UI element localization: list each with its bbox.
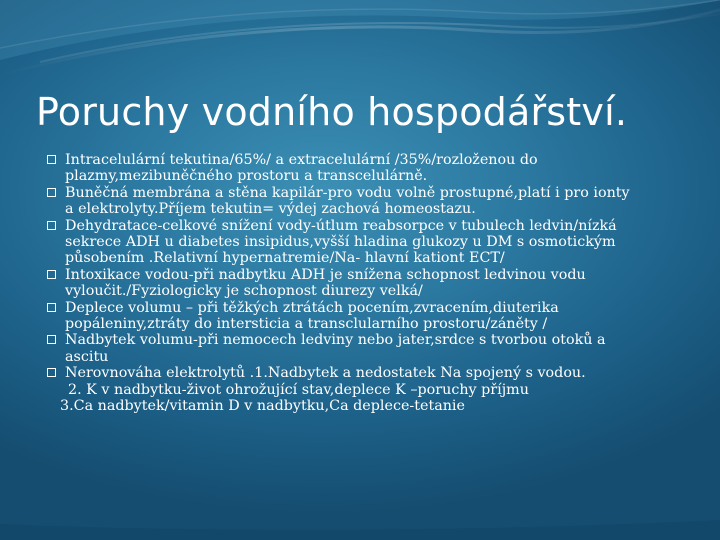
bullet-item (46, 332, 706, 365)
bullet-line: Deplece volumu – při těžkých ztrátách pocením,zvracením,diuterika (65, 299, 559, 316)
bullet-line: popáleniny,ztráty do intersticia a transclularního prostoru/záněty / (65, 316, 548, 333)
slide-title: Poruchy vodního hospodářství. (36, 90, 628, 134)
bullet-line: Intoxikace vodou-při nadbytku ADH je snížena schopnost ledvinou vodu (65, 266, 586, 283)
bullet-item (46, 152, 706, 185)
continuation-line: 3.Ca nadbytek/vitamin D v nadbytku,Ca deplece-tetanie (60, 398, 465, 415)
square-bullet-icon (47, 303, 56, 312)
bullet-line: působením .Relativní hypernatremie/Na- hlavní kationt ECT/ (65, 250, 505, 267)
bullet-line: Nadbytek volumu-při nemocech ledviny nebo jater,srdce s tvorbou otoků a (65, 332, 606, 349)
bullet-line: Buněčná membrána a stěna kapilár-pro vodu volně prostupné,platí i pro ionty (65, 184, 630, 201)
square-bullet-icon (47, 188, 56, 197)
square-bullet-icon (47, 155, 56, 164)
bullet-line: plazmy,mezibuněčného prostoru a transcelulárně. (65, 168, 428, 185)
square-bullet-icon (47, 335, 56, 344)
bullet-item (46, 218, 706, 267)
bullet-item (46, 185, 706, 218)
bullet-list (46, 152, 706, 415)
square-bullet-icon (47, 368, 56, 377)
bullet-line: ascitu (65, 348, 109, 365)
bullet-line: Nerovnováha elektrolytů .1.Nadbytek a nedostatek Na spojený s vodou. (65, 365, 586, 382)
bullet-item (46, 300, 706, 333)
bullet-item (46, 267, 706, 300)
bullet-line: vyloučit./Fyziologicky je schopnost diurezy velká/ (65, 283, 423, 300)
bullet-item (46, 365, 706, 381)
bullet-line: sekrece ADH u diabetes insipidus,vyšší hladina glukozy u DM s osmotickým (65, 234, 616, 251)
bullet-line: a elektrolyty.Příjem tekutin= výdej zachová homeostazu. (65, 201, 476, 218)
square-bullet-icon (47, 270, 56, 279)
bullet-line: Intracelulární tekutina/65%/ a extracelulární /35%/rozloženou do (65, 152, 538, 168)
square-bullet-icon (47, 221, 56, 230)
bullet-line: Dehydratace-celkové snížení vody-útlum reabsorpce v tubulech ledvin/nízká (65, 217, 617, 234)
continuation-line: 2. K v nadbytku-život ohrožující stav,deplece K –poruchy příjmu (68, 381, 529, 398)
